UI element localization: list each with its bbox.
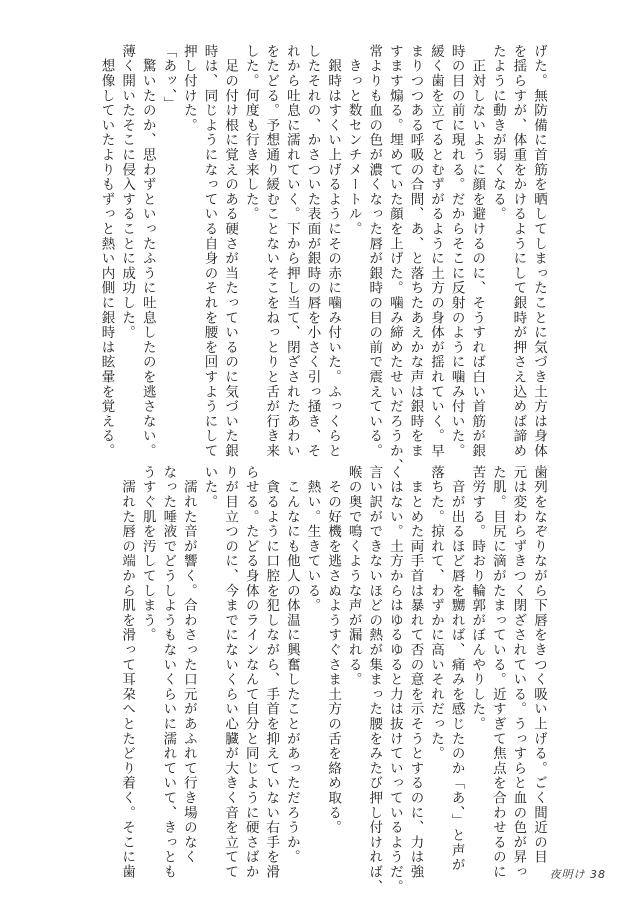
text-line: くはない。土方からはゆるゆると力は抜けていっているようだ。 [386, 465, 403, 895]
text-line: 緩く歯を立てるとむずがるように土方の身体が揺れていく。早 [428, 44, 445, 459]
page-folio: 夜明け 38 [549, 868, 606, 881]
text-line: まとめた両手首は暴れて否の意を示そうとするのに、力は強 [407, 465, 424, 880]
text-line: 時は、同じようになっている自身のそれを腰を回すようにして [201, 44, 218, 459]
text-line: 時の目の前に現れる。だからそこに反射のように噛み付いた。 [448, 44, 465, 459]
text-line: 想像していたよりもずっと熱い内側に銀時は眩暈を覚える。 [98, 44, 115, 459]
text-line: なった唾液でどうしようもないくらいに濡れていて、きっとも [160, 465, 177, 880]
text-line: 濡れた音が響く。合わさった口元があふれて行き場のなく [180, 465, 197, 865]
text-line: げた。無防備に首筋を晒してしまったことに気づき土方は身体 [531, 44, 547, 459]
text-line: らせる。たどる身体のラインなんて自分と同じように硬さばか [242, 465, 259, 880]
text-block-lower [117, 465, 549, 895]
text-line: れから吐息に濡れていく。下から押し当て、閉ざされたあわい [283, 44, 300, 459]
text-line: 濡れた唇の端から肌を滑って耳朶へとたどり着く。そこに歯 [119, 465, 136, 880]
text-line: 押し付けた。 [180, 44, 197, 133]
text-line: を揺らすが、体重をかけるようにして銀時が押さえ込めば諦め [510, 44, 527, 459]
text-line: 驚いたのか、思わずといったふうに吐息したのを逃さない。 [139, 44, 156, 459]
text-line: その好機を逃さぬようすぐさま土方の舌を絡め取る。 [325, 465, 342, 835]
text-line: 正対しないように顔を避けるのに、そうすれば白い首筋が銀 [469, 44, 486, 459]
text-line: 喉の奥で鳴くような声が漏れる。 [345, 465, 362, 687]
text-line: 元は変わらずきつく閉ざされている。うっすらと血の色が昇っ [510, 465, 527, 880]
text-line: まりつつある呼吸の合間、あ、と落ちたあえかな声は銀時をま [407, 44, 424, 459]
text-line: 足の付け根に覚えのある硬さが当たっているのに気づいた銀 [222, 44, 239, 459]
text-line: た肌。目尻に滴がたまっている。近すぎて焦点を合わせるのに [489, 465, 506, 880]
text-line: 「あッ、」 [160, 44, 177, 112]
text-line: 銀時はすくい上げるようにその赤に噛み付いた。ふっくらと [325, 44, 342, 459]
text-line: をたどる。予想通り緩むことないそこをねっとりと舌が行き来 [263, 44, 280, 459]
text-line: 音が出るほど唇を嬲れば、痛みを感じたのか「あ、」と声が [448, 465, 465, 873]
text-line: いた。 [201, 465, 218, 510]
text-line: 常よりも血の色が濃くなった唇が銀時の目の前で震えている。 [366, 44, 383, 459]
text-line: 歯列をなぞりながら下唇をきつく吸い上げる。ごく間近の目 [531, 465, 547, 865]
text-line: したそれの、かさついた表面が銀時の唇を小さく引っ掻き、そ [304, 44, 321, 459]
text-block-upper [96, 44, 549, 474]
text-line: うすぐ肌を汚してしまう。 [139, 465, 156, 643]
text-line: 薄く開いたそこに侵入することに成功した。 [119, 44, 136, 340]
text-line: 貪るように口腔を犯しながら、手首を抑えていない右手を滑 [263, 465, 280, 880]
text-line: 言い訳ができないほどの熱が集まった腰をみたび押し付ければ、 [366, 465, 383, 895]
text-line: 苦労する。時おり輪郭がぼんやりした。 [469, 465, 486, 732]
text-line: 落ちた。掠れて、わずかに高いそれだった。 [428, 465, 445, 761]
text-line: たように動きが弱くなる。 [489, 44, 506, 222]
text-line: すます煽る。埋めていた顔を上げた。噛み締めたせいだろうか、 [386, 44, 403, 474]
text-line: きっと数センチメートル。 [345, 44, 362, 237]
text-line: した。何度も行き来した。 [242, 44, 259, 222]
text-line: りが目立つのに、今までにないくらい心臓が大きく音を立てて [222, 465, 239, 880]
text-line: こんなにも他人の体温に興奮したことがあっただろうか。 [283, 465, 300, 865]
text-line: 熱い。生きている。 [304, 465, 321, 613]
